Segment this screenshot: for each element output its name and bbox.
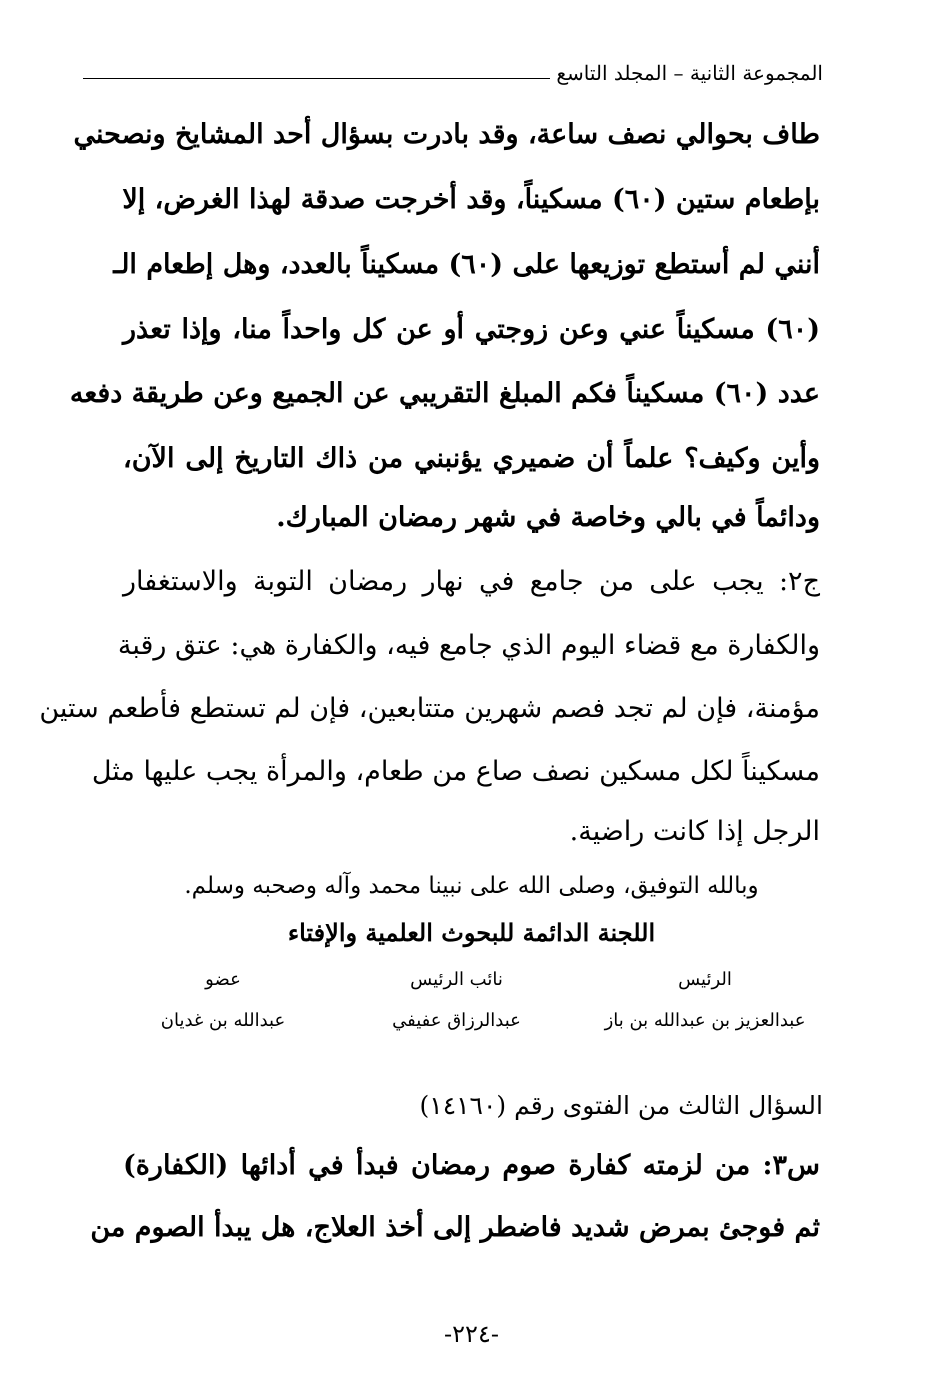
answer-line: والكفارة مع قضاء اليوم الذي جامع فيه، والكفارة هي: عتق رقبة (117, 630, 820, 661)
question-line: عدد (٦٠) مسكيناً فكم المبلغ التقريبي عن الجميع وعن طريقة دفعه (69, 378, 820, 409)
signature-title-president: الرئيس (678, 969, 732, 990)
signature-names (123, 1006, 820, 1036)
answer-line: الرجل إذا كانت راضية. (569, 816, 820, 847)
signature-title-vice-president: نائب الرئيس (410, 969, 503, 990)
question-line: (٦٠) مسكيناً عني وعن زوجتي أو عن كل واحداً منا، وإذا تعذر (123, 314, 820, 345)
answer-line: ج٢: يجب على من جامع في نهار رمضان التوبة والاستغفار (123, 566, 820, 597)
question-line: ثم فوجئ بمرض شديد فاضطر إلى أخذ العلاج، هل يبدأ الصوم من (90, 1212, 820, 1243)
closing-greeting: وبالله التوفيق، وصلى الله على نبينا محمد وآله وصحبه وسلم. (184, 873, 759, 899)
fatwa-section-heading: السؤال الثالث من الفتوى رقم (١٤١٦٠) (419, 1091, 823, 1120)
answer-line: مسكيناً لكل مسكين نصف صاع من طعام، والمرأة يجب عليها مثل (91, 756, 820, 787)
question-line: أنني لم أستطع توزيعها على (٦٠) مسكيناً بالعدد، وهل إطعام الـ (113, 249, 820, 280)
running-title: المجموعة الثانية – المجلد التاسع (556, 61, 823, 85)
signature-titles (123, 965, 820, 995)
signature-name-president: عبدالعزيز بن عبدالله بن باز (604, 1010, 806, 1031)
question-line: س٣: من لزمته كفارة صوم رمضان فبدأ في أدائها (الكفارة) (123, 1150, 820, 1181)
question-line: وأين وكيف؟ علماً أن ضميري يؤنبني من ذاك التاريخ إلى الآن، (123, 443, 820, 474)
header-rule (83, 78, 550, 79)
question-line: طاف بحوالي نصف ساعة، وقد بادرت بسؤال أحد المشايخ ونصحني (73, 119, 820, 150)
signature-title-member: عضو (205, 969, 241, 990)
signature-name-member: عبدالله بن غديان (160, 1010, 286, 1031)
running-header (83, 58, 823, 88)
committee-name: اللجنة الدائمة للبحوث العلمية والإفتاء (287, 918, 656, 947)
question-line: ودائماً في بالي وخاصة في شهر رمضان المبارك. (276, 502, 820, 533)
answer-line: مؤمنة، فإن لم تجد فصم شهرين متتابعين، فإن لم تستطع فأطعم ستين (39, 693, 820, 724)
question-line: بإطعام ستين (٦٠) مسكيناً، وقد أخرجت صدقة لهذا الغرض، إلا (122, 184, 820, 215)
signature-name-vice-president: عبدالرزاق عفيفي (392, 1010, 521, 1031)
page-number: -٢٢٤- (444, 1320, 499, 1348)
